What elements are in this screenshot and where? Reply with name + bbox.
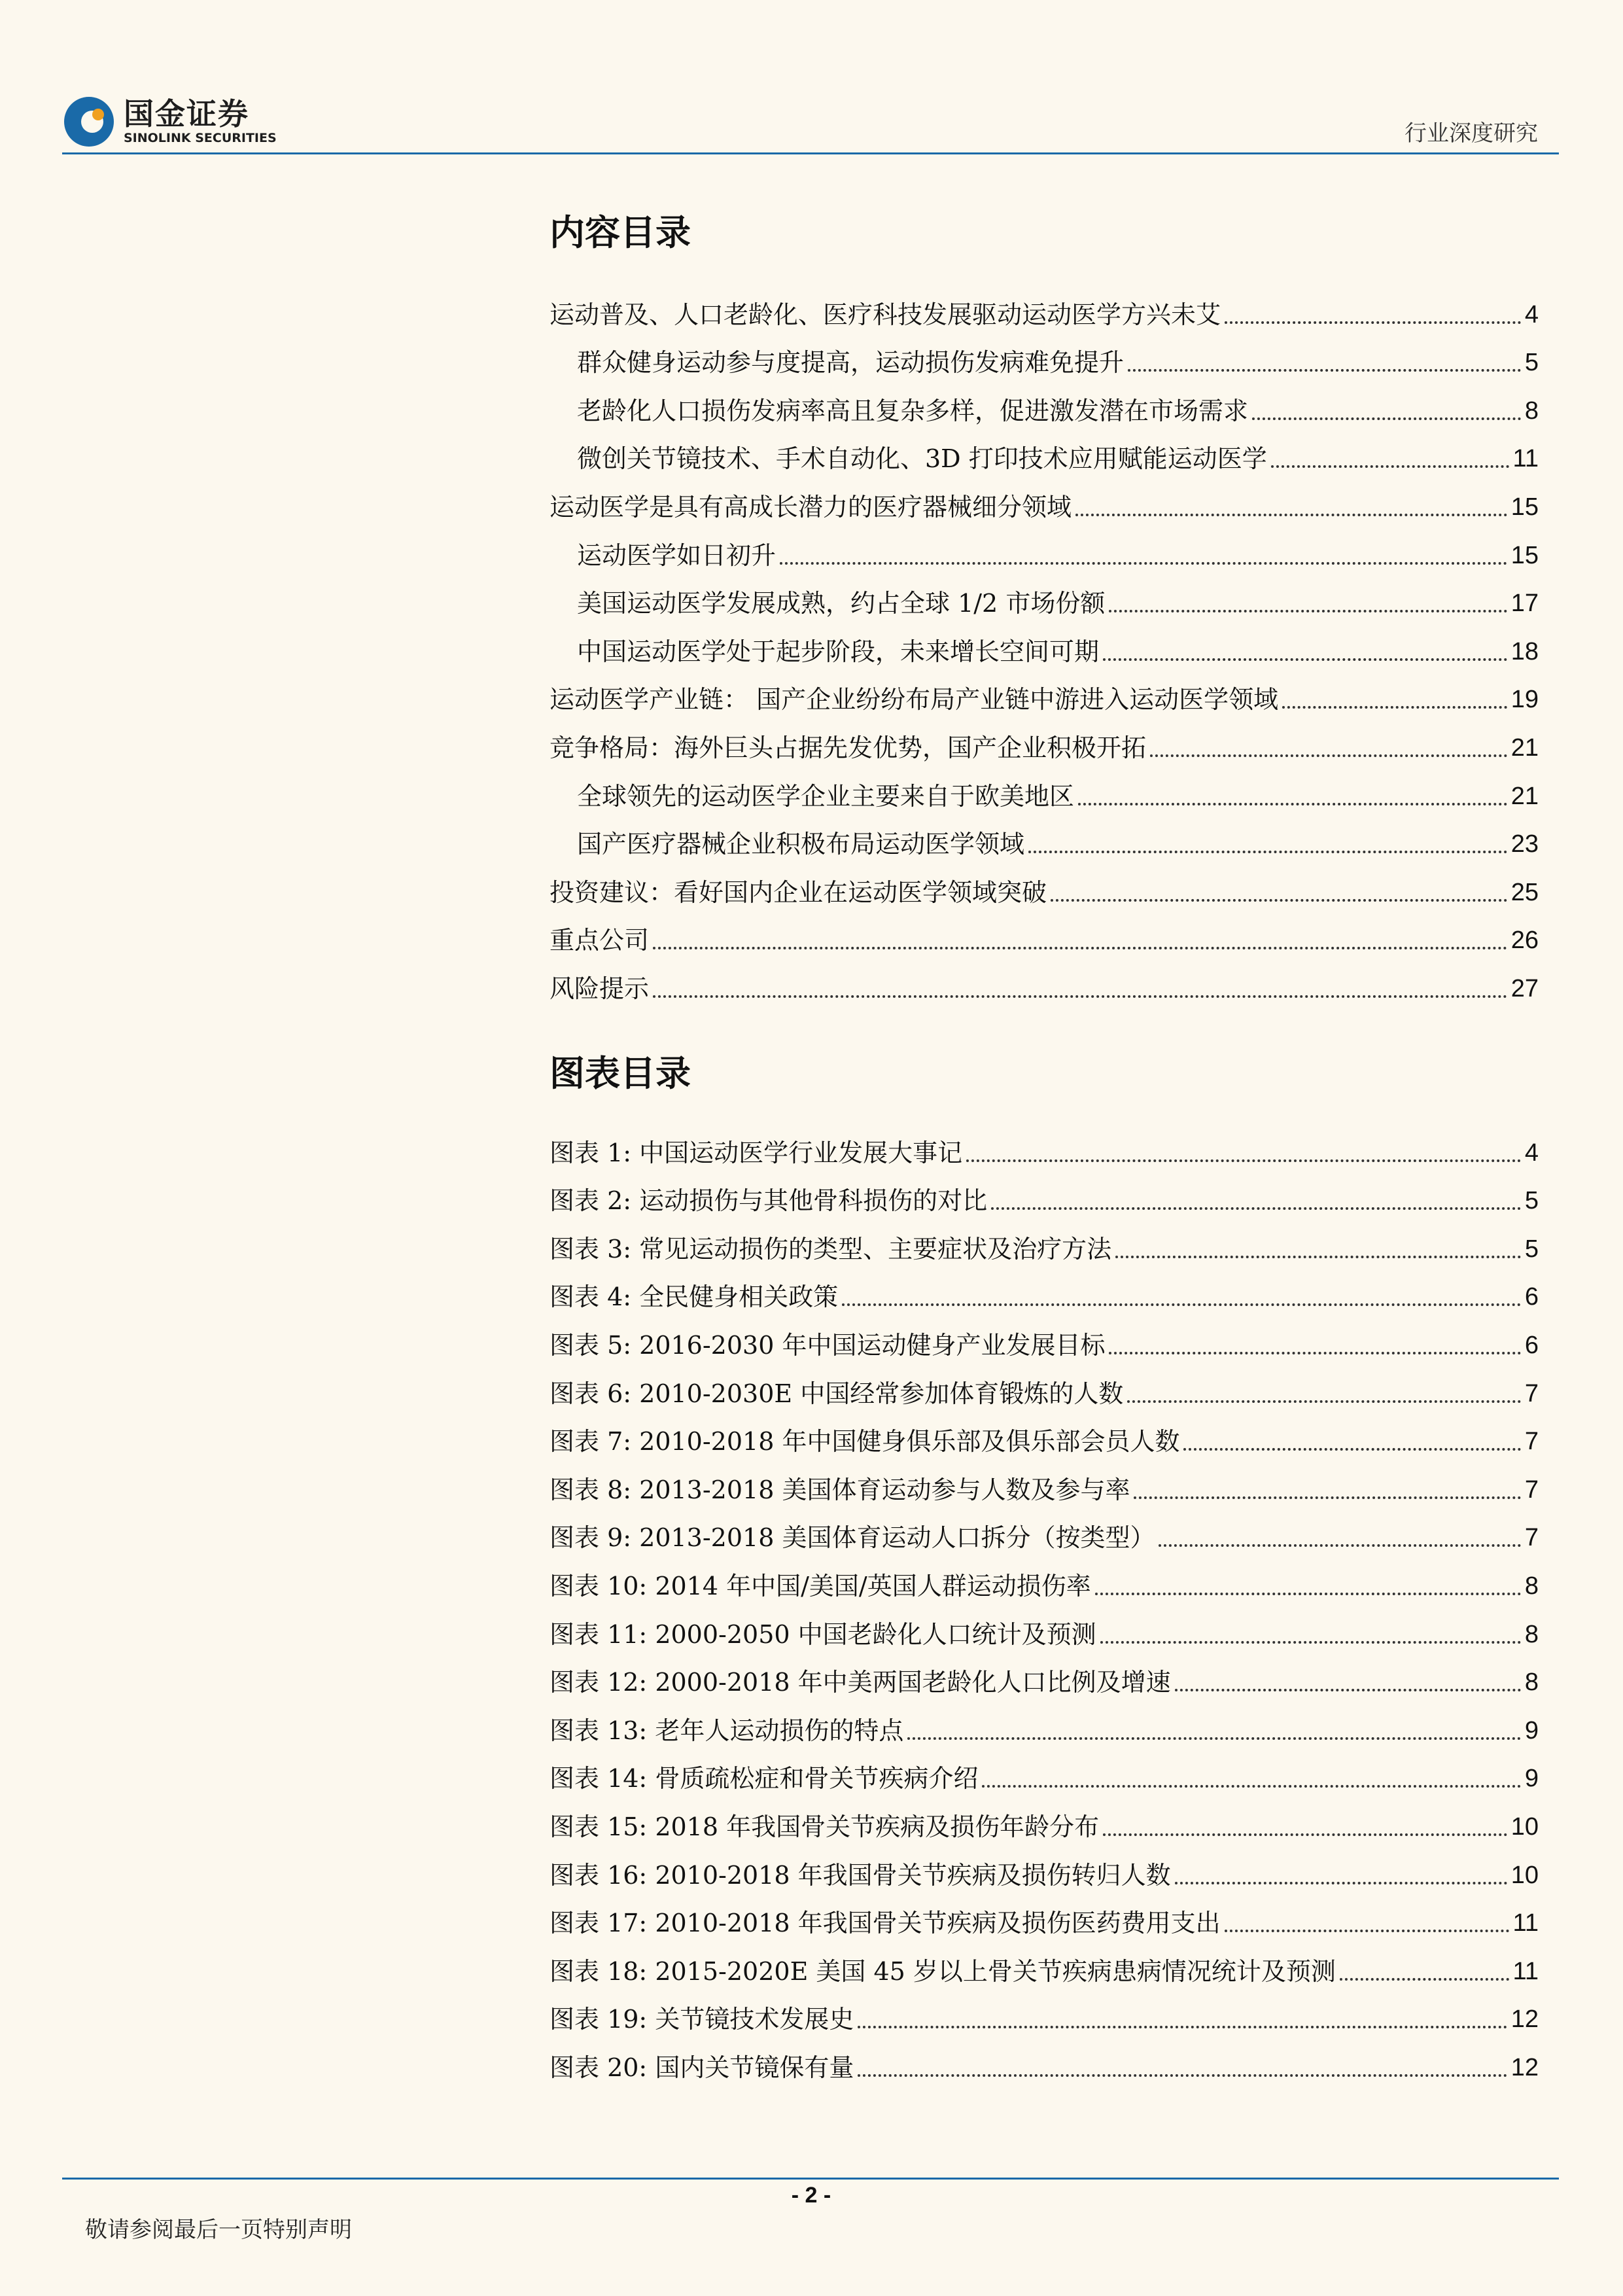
charts-entry[interactable]	[550, 1313, 1539, 1361]
entry-page-number: 11	[1512, 1957, 1539, 1985]
entry-title: 运动普及、人口老龄化、医疗科技发展驱动运动医学方兴未艾	[550, 300, 1221, 329]
contents-entry[interactable]	[550, 282, 1539, 330]
dot-leader	[1340, 1978, 1509, 1981]
logo-chinese-name: 国金证券	[124, 96, 249, 132]
entry-title: 投资建议：看好国内企业在运动医学领域突破	[550, 877, 1047, 907]
dot-leader	[1103, 658, 1507, 661]
entry-page-number: 8	[1524, 1620, 1539, 1648]
dot-leader	[653, 995, 1507, 998]
entry-title: 图表 17: 2010-2018 年我国骨关节疾病及损伤医药费用支出	[550, 1909, 1221, 1938]
contents-entry[interactable]	[550, 474, 1539, 523]
entry-title: 图表 11: 2000-2050 中国老龄化人口统计及预测	[550, 1619, 1096, 1649]
dot-leader	[1225, 1930, 1509, 1932]
charts-entry[interactable]	[550, 1794, 1539, 1843]
entry-page-number: 5	[1524, 1187, 1539, 1215]
entry-page-number: 21	[1510, 733, 1539, 762]
entry-title: 图表 5: 2016-2030 年中国运动健身产业发展目标	[550, 1330, 1106, 1360]
charts-entry[interactable]	[550, 1169, 1539, 1217]
entry-page-number: 4	[1524, 1139, 1539, 1167]
entry-title: 图表 13: 老年人运动损伤的特点	[550, 1716, 904, 1745]
dot-leader	[991, 1207, 1521, 1210]
dot-leader	[1075, 514, 1507, 516]
contents-entry[interactable]	[550, 619, 1539, 667]
contents-entry[interactable]	[550, 330, 1539, 379]
entry-title: 运动医学如日初升	[577, 540, 777, 570]
charts-entry[interactable]	[550, 1553, 1539, 1602]
entry-title: 图表 16: 2010-2018 年我国骨关节疾病及损伤转归人数	[550, 1860, 1171, 1890]
entry-page-number: 11	[1512, 1909, 1539, 1937]
entry-title: 竞争格局：海外巨头占据先发优势，国产企业积极开拓	[550, 733, 1147, 762]
entry-page-number: 15	[1510, 541, 1539, 569]
charts-entry[interactable]	[550, 1698, 1539, 1746]
entry-title: 图表 7: 2010-2018 年中国健身俱乐部及俱乐部会员人数	[550, 1427, 1180, 1457]
dot-leader	[1127, 1400, 1521, 1403]
entry-page-number: 7	[1524, 1428, 1539, 1456]
dot-leader	[1134, 1496, 1520, 1499]
entry-title: 图表 1: 中国运动医学行业发展大事记	[550, 1138, 963, 1167]
charts-entry[interactable]	[550, 1939, 1539, 1987]
entry-page-number: 8	[1524, 1669, 1539, 1697]
entry-page-number: 23	[1510, 830, 1539, 858]
entry-page-number: 11	[1512, 445, 1539, 473]
entry-title: 图表 4: 全民健身相关政策	[550, 1282, 839, 1312]
charts-toc	[550, 1050, 1539, 2083]
dot-leader	[982, 1785, 1521, 1788]
entry-page-number: 15	[1510, 493, 1539, 521]
dot-leader	[1103, 1833, 1507, 1836]
charts-entry[interactable]	[550, 1891, 1539, 1939]
entry-page-number: 7	[1524, 1524, 1539, 1552]
contents-toc	[550, 209, 1539, 1004]
dot-leader	[1175, 1882, 1507, 1884]
sinolink-logo-icon	[62, 95, 116, 149]
charts-title: 图表目录	[550, 1052, 691, 1094]
page-header	[0, 0, 1623, 157]
dot-leader	[858, 2026, 1507, 2028]
dot-leader	[842, 1303, 1521, 1306]
entry-page-number: 9	[1524, 1716, 1539, 1744]
dot-leader	[1028, 851, 1507, 853]
entry-page-number: 6	[1524, 1331, 1539, 1359]
entry-page-number: 17	[1510, 590, 1539, 618]
report-type: 行业深度研究	[1405, 120, 1538, 147]
entry-title: 运动医学是具有高成长潜力的医疗器械细分领域	[550, 492, 1072, 521]
entry-title: 图表 2: 运动损伤与其他骨科损伤的对比	[550, 1186, 988, 1216]
charts-entry[interactable]	[550, 1746, 1539, 1795]
dot-leader	[1282, 706, 1507, 709]
dot-leader	[1095, 1593, 1521, 1595]
entry-title: 图表 14: 骨质疏松症和骨关节疾病介绍	[550, 1764, 979, 1793]
entry-page-number: 5	[1524, 1235, 1539, 1263]
entry-page-number: 6	[1524, 1283, 1539, 1311]
entry-page-number: 19	[1510, 686, 1539, 714]
charts-list	[550, 1120, 1539, 2083]
entry-page-number: 7	[1524, 1475, 1539, 1504]
entry-title: 美国运动医学发展成熟，约占全球 1/2 市场份额	[577, 589, 1106, 618]
entry-title: 运动医学产业链： 国产企业纷纷布局产业链中游进入运动医学领域	[550, 685, 1279, 715]
entry-title: 国产医疗器械企业积极布局运动医学领域	[577, 830, 1025, 859]
logo-english-name: SINOLINK SECURITIES	[124, 131, 277, 145]
charts-entry[interactable]	[550, 1216, 1539, 1265]
entry-title: 图表 6: 2010-2030E 中国经常参加体育锻炼的人数	[550, 1379, 1124, 1408]
header-rule	[62, 152, 1559, 154]
dot-leader	[907, 1737, 1521, 1740]
dot-leader	[1252, 417, 1521, 420]
charts-entry[interactable]	[550, 1457, 1539, 1506]
charts-entry[interactable]	[550, 2035, 1539, 2083]
dot-leader	[1115, 1256, 1521, 1258]
dot-leader	[1100, 1641, 1521, 1644]
dot-leader	[1175, 1689, 1521, 1691]
contents-entry[interactable]	[550, 812, 1539, 860]
entry-title: 中国运动医学处于起步阶段，未来增长空间可期	[577, 637, 1100, 666]
footer-rule	[62, 2178, 1559, 2180]
entry-page-number: 12	[1510, 2053, 1539, 2081]
entry-page-number: 9	[1524, 1765, 1539, 1793]
entry-page-number: 5	[1524, 349, 1539, 377]
dot-leader	[1150, 754, 1507, 757]
charts-entry[interactable]	[550, 1120, 1539, 1169]
dot-leader	[780, 562, 1507, 565]
dot-leader	[653, 947, 1507, 949]
entry-page-number: 18	[1510, 637, 1539, 665]
dot-leader	[1271, 465, 1509, 468]
entry-title: 老龄化人口损伤发病率高且复杂多样，促进激发潜在市场需求	[577, 396, 1249, 425]
entry-title: 风险提示	[550, 974, 650, 1003]
charts-entry[interactable]	[550, 1361, 1539, 1409]
charts-entry[interactable]	[550, 1409, 1539, 1458]
entry-title: 图表 18: 2015-2020E 美国 45 岁以上骨关节疾病患病情况统计及预测	[550, 1956, 1336, 1986]
contents-entry[interactable]	[550, 378, 1539, 427]
disclaimer-note: 敬请参阅最后一页特别声明	[85, 2217, 352, 2243]
dot-leader	[1128, 369, 1521, 372]
dot-leader	[1159, 1544, 1520, 1547]
entry-title: 图表 12: 2000-2018 年中美两国老龄化人口比例及增速	[550, 1668, 1171, 1697]
entry-title: 图表 3: 常见运动损伤的类型、主要症状及治疗方法	[550, 1234, 1112, 1263]
entry-page-number: 25	[1510, 878, 1539, 906]
contents-entry[interactable]	[550, 523, 1539, 571]
contents-entry[interactable]	[550, 571, 1539, 620]
charts-entry[interactable]	[550, 1987, 1539, 2036]
entry-page-number: 21	[1510, 782, 1539, 810]
entry-page-number: 12	[1510, 2005, 1539, 2034]
entry-title: 图表 19: 关节镜技术发展史	[550, 2005, 854, 2034]
dot-leader	[1183, 1448, 1520, 1451]
contents-entry[interactable]	[550, 764, 1539, 812]
entry-title: 群众健身运动参与度提高，运动损伤发病难免提升	[577, 348, 1125, 378]
entry-page-number: 10	[1510, 1812, 1539, 1841]
charts-entry[interactable]	[550, 1265, 1539, 1313]
dot-leader	[1109, 610, 1507, 612]
entry-page-number: 26	[1510, 927, 1539, 955]
dot-leader	[1225, 321, 1521, 324]
page-number: - 2 -	[791, 2183, 831, 2208]
contents-list	[550, 282, 1539, 1004]
contents-entry[interactable]	[550, 860, 1539, 908]
entry-page-number: 8	[1524, 397, 1539, 425]
entry-title: 微创关节镜技术、手术自动化、3D 打印技术应用赋能运动医学	[577, 444, 1267, 474]
dot-leader	[1109, 1352, 1520, 1354]
entry-title: 图表 9: 2013-2018 美国体育运动人口拆分（按类型）	[550, 1523, 1155, 1553]
entry-title: 图表 15: 2018 年我国骨关节疾病及损伤年龄分布	[550, 1812, 1100, 1841]
charts-entry[interactable]	[550, 1843, 1539, 1891]
contents-entry[interactable]	[550, 908, 1539, 957]
dot-leader	[858, 2074, 1507, 2077]
charts-entry[interactable]	[550, 1650, 1539, 1699]
entry-title: 图表 20: 国内关节镜保有量	[550, 2053, 854, 2082]
entry-title: 重点公司	[550, 926, 650, 955]
entry-title: 图表 8: 2013-2018 美国体育运动参与人数及参与率	[550, 1475, 1130, 1504]
company-logo	[62, 93, 294, 150]
contents-entry[interactable]	[550, 667, 1539, 716]
entry-page-number: 27	[1510, 974, 1539, 1002]
dot-leader	[1051, 899, 1507, 902]
contents-entry[interactable]	[550, 715, 1539, 764]
dot-leader	[966, 1159, 1521, 1162]
entry-page-number: 10	[1510, 1861, 1539, 1889]
contents-entry[interactable]	[550, 427, 1539, 475]
charts-entry[interactable]	[550, 1506, 1539, 1554]
dot-leader	[1078, 803, 1507, 805]
charts-entry[interactable]	[550, 1602, 1539, 1650]
entry-page-number: 7	[1524, 1379, 1539, 1407]
entry-title: 全球领先的运动医学企业主要来自于欧美地区	[577, 781, 1075, 811]
contents-entry[interactable]	[550, 956, 1539, 1004]
entry-title: 图表 10: 2014 年中国/美国/英国人群运动损伤率	[550, 1571, 1091, 1600]
contents-title: 内容目录	[550, 211, 691, 253]
entry-page-number: 4	[1524, 300, 1539, 328]
entry-page-number: 8	[1524, 1572, 1539, 1600]
